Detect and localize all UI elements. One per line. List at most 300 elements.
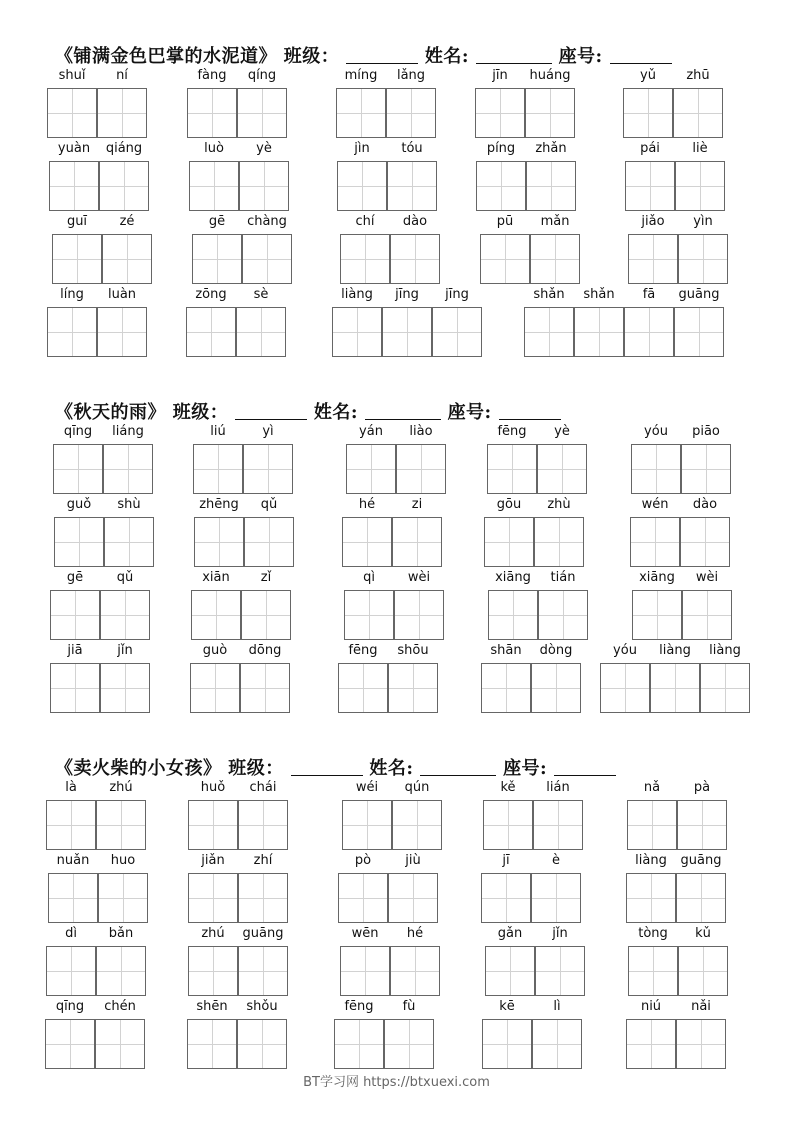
writing-box[interactable] xyxy=(242,234,292,284)
writing-box[interactable] xyxy=(46,946,96,996)
writing-box[interactable] xyxy=(194,517,244,567)
writing-box[interactable] xyxy=(332,307,382,357)
pinyin-syllable: dōng xyxy=(248,643,282,658)
pinyin-syllable: jīn xyxy=(492,68,508,83)
word-item xyxy=(338,853,438,925)
pinyin-syllable: gōu xyxy=(496,497,522,512)
class-label: 班级： xyxy=(228,758,284,779)
writing-box[interactable] xyxy=(531,873,581,923)
word-item xyxy=(600,643,750,715)
writing-box[interactable] xyxy=(677,800,727,850)
word-item xyxy=(53,424,153,496)
word-item xyxy=(480,214,580,286)
word-item xyxy=(632,570,732,642)
writing-box[interactable] xyxy=(390,946,440,996)
seat-label: 座号: xyxy=(558,46,603,67)
pinyin-syllable: niú xyxy=(640,999,662,1014)
pinyin-syllable: guāng xyxy=(680,853,722,868)
writing-box[interactable] xyxy=(538,590,588,640)
pinyin-syllable: gē xyxy=(208,214,226,229)
word-item xyxy=(487,424,587,496)
writing-box[interactable] xyxy=(682,590,732,640)
writing-box[interactable] xyxy=(338,873,388,923)
writing-box[interactable] xyxy=(96,946,146,996)
word-item xyxy=(346,424,446,496)
lesson-title: 《卖火柴的小女孩》 xyxy=(55,758,222,779)
writing-box[interactable] xyxy=(476,161,526,211)
pinyin-syllable: qīng xyxy=(55,999,85,1014)
writing-box[interactable] xyxy=(52,234,102,284)
word-item xyxy=(482,999,582,1071)
writing-box[interactable] xyxy=(100,590,150,640)
word-item xyxy=(475,68,575,140)
writing-box[interactable] xyxy=(238,873,288,923)
class-blank xyxy=(235,404,307,420)
writing-box[interactable] xyxy=(631,444,681,494)
pinyin-syllable: guāng xyxy=(242,926,284,941)
pinyin-syllable: lì xyxy=(553,999,561,1014)
writing-box[interactable] xyxy=(45,1019,95,1069)
word-item xyxy=(628,926,728,998)
word-item xyxy=(188,926,288,998)
writing-box[interactable] xyxy=(394,590,444,640)
writing-box[interactable] xyxy=(97,88,147,138)
writing-box[interactable] xyxy=(238,800,288,850)
writing-box[interactable] xyxy=(237,1019,287,1069)
pinyin-syllable: shān xyxy=(490,643,522,658)
writing-box[interactable] xyxy=(675,161,725,211)
writing-box[interactable] xyxy=(334,1019,384,1069)
pinyin-syllable: liè xyxy=(692,141,708,156)
writing-box[interactable] xyxy=(392,800,442,850)
pinyin-syllable: zhēng xyxy=(199,497,239,512)
word-item xyxy=(46,780,146,852)
word-item xyxy=(192,214,292,286)
writing-box[interactable] xyxy=(488,590,538,640)
word-item xyxy=(45,999,145,1071)
pinyin-syllable: jǐn xyxy=(552,926,568,941)
writing-box[interactable] xyxy=(48,873,98,923)
pinyin-syllable: wēn xyxy=(351,926,379,941)
pinyin-syllable: zhú xyxy=(109,780,133,795)
pinyin-syllable: píng xyxy=(486,141,516,156)
word-item xyxy=(194,497,294,569)
pinyin-syllable: nǎ xyxy=(643,780,661,795)
writing-box[interactable] xyxy=(49,161,99,211)
writing-box[interactable] xyxy=(487,444,537,494)
pinyin-syllable: zhí xyxy=(253,853,273,868)
pinyin-syllable: jiā xyxy=(67,643,83,658)
class-label: 班级： xyxy=(172,402,229,423)
pinyin-syllable: fā xyxy=(642,287,656,302)
pinyin-syllable: jī xyxy=(502,853,510,868)
pinyin-syllable: qún xyxy=(404,780,430,795)
word-item xyxy=(52,214,152,286)
pinyin-syllable: shù xyxy=(117,497,141,512)
pinyin-syllable: chí xyxy=(355,214,375,229)
word-item xyxy=(483,780,583,852)
pinyin-syllable: shǎn xyxy=(533,287,565,302)
writing-box[interactable] xyxy=(342,517,392,567)
writing-box[interactable] xyxy=(626,1019,676,1069)
pinyin-syllable: mǎn xyxy=(540,214,570,229)
writing-box[interactable] xyxy=(241,590,291,640)
pinyin-syllable: dì xyxy=(65,926,77,941)
writing-box[interactable] xyxy=(526,161,576,211)
pinyin-syllable: dào xyxy=(402,214,428,229)
name-label: 姓名: xyxy=(313,402,358,423)
pinyin-syllable: huǒ xyxy=(200,780,226,795)
writing-box[interactable] xyxy=(54,517,104,567)
writing-box[interactable] xyxy=(192,234,242,284)
writing-box[interactable] xyxy=(189,161,239,211)
writing-box[interactable] xyxy=(344,590,394,640)
pinyin-syllable: è xyxy=(552,853,560,868)
writing-box[interactable] xyxy=(240,663,290,713)
writing-box[interactable] xyxy=(104,517,154,567)
pinyin-syllable: qiáng xyxy=(105,141,143,156)
pinyin-syllable: huáng xyxy=(529,68,571,83)
writing-box[interactable] xyxy=(483,800,533,850)
writing-box[interactable] xyxy=(98,873,148,923)
pinyin-syllable: pū xyxy=(496,214,514,229)
writing-box[interactable] xyxy=(432,307,482,357)
word-item xyxy=(48,853,148,925)
pinyin-syllable: pái xyxy=(640,141,660,156)
writing-box[interactable] xyxy=(382,307,432,357)
writing-box[interactable] xyxy=(681,444,731,494)
word-item xyxy=(342,780,442,852)
word-item xyxy=(340,926,440,998)
name-blank xyxy=(476,48,552,64)
pinyin-syllable: sè xyxy=(253,287,269,302)
name-label: 姓名: xyxy=(369,758,414,779)
writing-box[interactable] xyxy=(532,1019,582,1069)
writing-box[interactable] xyxy=(624,307,674,357)
word-item xyxy=(47,68,147,140)
pinyin-syllable: gǎn xyxy=(497,926,523,941)
writing-box[interactable] xyxy=(700,663,750,713)
writing-box[interactable] xyxy=(537,444,587,494)
writing-box[interactable] xyxy=(188,873,238,923)
pinyin-syllable: jiǎn xyxy=(201,853,225,868)
pinyin-syllable: yǔ xyxy=(640,68,656,83)
writing-box[interactable] xyxy=(187,88,237,138)
word-item xyxy=(338,643,438,715)
writing-box[interactable] xyxy=(480,234,530,284)
writing-box[interactable] xyxy=(534,517,584,567)
section-3-title xyxy=(55,754,616,780)
writing-box[interactable] xyxy=(628,234,678,284)
writing-box[interactable] xyxy=(340,946,390,996)
word-item xyxy=(623,68,723,140)
writing-box[interactable] xyxy=(187,1019,237,1069)
pinyin-syllable: gē xyxy=(66,570,84,585)
writing-box[interactable] xyxy=(46,800,96,850)
writing-box[interactable] xyxy=(188,800,238,850)
name-label: 姓名: xyxy=(424,46,469,67)
pinyin-syllable: xiāng xyxy=(495,570,531,585)
pinyin-syllable: míng xyxy=(344,68,378,83)
pinyin-syllable: guāng xyxy=(678,287,720,302)
writing-box[interactable] xyxy=(99,161,149,211)
pinyin-syllable: yóu xyxy=(613,643,637,658)
pinyin-syllable: shǒu xyxy=(246,999,278,1014)
pinyin-syllable: liàng xyxy=(635,853,667,868)
writing-box[interactable] xyxy=(628,946,678,996)
writing-box[interactable] xyxy=(388,873,438,923)
footer-watermark: BT学习网 https://btxuexi.com xyxy=(303,1075,490,1090)
writing-box[interactable] xyxy=(678,234,728,284)
word-item xyxy=(336,68,436,140)
writing-box[interactable] xyxy=(188,946,238,996)
writing-box[interactable] xyxy=(650,663,700,713)
word-item xyxy=(187,68,287,140)
pinyin-syllable: wèi xyxy=(407,570,431,585)
pinyin-syllable: fù xyxy=(402,999,416,1014)
pinyin-syllable: fàng xyxy=(197,68,227,83)
writing-box[interactable] xyxy=(190,663,240,713)
pinyin-syllable: zǐ xyxy=(260,570,272,585)
word-item xyxy=(481,853,581,925)
word-item xyxy=(189,141,289,213)
writing-box[interactable] xyxy=(338,663,388,713)
writing-box[interactable] xyxy=(96,800,146,850)
writing-box[interactable] xyxy=(193,444,243,494)
writing-box[interactable] xyxy=(186,307,236,357)
writing-box[interactable] xyxy=(386,88,436,138)
pinyin-syllable: yìn xyxy=(693,214,713,229)
word-item xyxy=(631,424,731,496)
writing-box[interactable] xyxy=(53,444,103,494)
word-item xyxy=(187,999,287,1071)
writing-box[interactable] xyxy=(191,590,241,640)
pinyin-syllable: liàng xyxy=(659,643,691,658)
pinyin-syllable: pà xyxy=(693,780,711,795)
writing-box[interactable] xyxy=(485,946,535,996)
pinyin-syllable: zi xyxy=(411,497,423,512)
pinyin-syllable: zōng xyxy=(195,287,227,302)
word-item xyxy=(50,570,150,642)
writing-box[interactable] xyxy=(630,517,680,567)
pinyin-syllable: shuǐ xyxy=(58,68,86,83)
pinyin-syllable: lǎng xyxy=(396,68,426,83)
pinyin-syllable: piāo xyxy=(692,424,720,439)
writing-box[interactable] xyxy=(530,234,580,284)
word-item xyxy=(484,497,584,569)
pinyin-syllable: wèi xyxy=(695,570,719,585)
writing-box[interactable] xyxy=(336,88,386,138)
pinyin-syllable: ní xyxy=(116,68,128,83)
writing-box[interactable] xyxy=(574,307,624,357)
pinyin-syllable: shōu xyxy=(397,643,429,658)
pinyin-syllable: zhú xyxy=(201,926,225,941)
writing-box[interactable] xyxy=(387,161,437,211)
writing-box[interactable] xyxy=(678,946,728,996)
writing-box[interactable] xyxy=(632,590,682,640)
word-item xyxy=(193,424,293,496)
word-item xyxy=(625,141,725,213)
pinyin-syllable: zé xyxy=(119,214,135,229)
word-item xyxy=(481,643,581,715)
writing-box[interactable] xyxy=(676,873,726,923)
writing-box[interactable] xyxy=(239,161,289,211)
word-item xyxy=(186,287,286,359)
pinyin-syllable: xiāng xyxy=(639,570,675,585)
pinyin-syllable: qīng xyxy=(63,424,93,439)
pinyin-syllable: dòng xyxy=(539,643,573,658)
pinyin-syllable: guī xyxy=(66,214,88,229)
writing-box[interactable] xyxy=(674,307,724,357)
pinyin-syllable: liào xyxy=(409,424,433,439)
pinyin-syllable: líng xyxy=(60,287,84,302)
seat-label: 座号: xyxy=(503,758,548,779)
word-item xyxy=(334,999,434,1071)
word-item xyxy=(488,570,588,642)
pinyin-syllable: jǐn xyxy=(117,643,133,658)
pinyin-syllable: tián xyxy=(550,570,576,585)
pinyin-syllable: qǔ xyxy=(116,570,134,585)
word-item xyxy=(46,926,146,998)
pinyin-syllable: xiān xyxy=(202,570,230,585)
writing-box[interactable] xyxy=(95,1019,145,1069)
pinyin-syllable: yuàn xyxy=(57,141,91,156)
writing-box[interactable] xyxy=(100,663,150,713)
writing-box[interactable] xyxy=(238,946,288,996)
writing-box[interactable] xyxy=(525,88,575,138)
pinyin-syllable: qì xyxy=(363,570,375,585)
writing-box[interactable] xyxy=(97,307,147,357)
pinyin-syllable: liàng xyxy=(341,287,373,302)
pinyin-syllable: guò xyxy=(202,643,228,658)
pinyin-syllable: luàn xyxy=(107,287,137,302)
writing-box[interactable] xyxy=(482,1019,532,1069)
writing-box[interactable] xyxy=(50,590,100,640)
pinyin-syllable: lián xyxy=(546,780,570,795)
word-item xyxy=(627,780,727,852)
pinyin-syllable: pò xyxy=(354,853,372,868)
seat-label: 座号: xyxy=(447,402,492,423)
pinyin-syllable: hé xyxy=(358,497,376,512)
writing-box[interactable] xyxy=(388,663,438,713)
section-2-title xyxy=(55,398,561,424)
writing-box[interactable] xyxy=(396,444,446,494)
class-label: 班级： xyxy=(283,46,340,67)
pinyin-syllable: kě xyxy=(500,780,516,795)
writing-box[interactable] xyxy=(390,234,440,284)
writing-box[interactable] xyxy=(626,873,676,923)
word-item xyxy=(50,643,150,715)
word-item xyxy=(191,570,291,642)
name-blank xyxy=(420,760,496,776)
writing-box[interactable] xyxy=(531,663,581,713)
pinyin-syllable: bǎn xyxy=(108,926,134,941)
word-item xyxy=(630,497,730,569)
writing-box[interactable] xyxy=(47,307,97,357)
pinyin-syllable: jiù xyxy=(405,853,421,868)
lesson-title: 《秋天的雨》 xyxy=(55,402,166,423)
pinyin-syllable: nuǎn xyxy=(56,853,90,868)
writing-box[interactable] xyxy=(481,663,531,713)
writing-box[interactable] xyxy=(244,517,294,567)
pinyin-syllable: yì xyxy=(262,424,274,439)
writing-box[interactable] xyxy=(600,663,650,713)
word-item xyxy=(340,214,440,286)
pinyin-syllable: jīng xyxy=(395,287,419,302)
pinyin-syllable: huo xyxy=(110,853,136,868)
word-item xyxy=(485,926,585,998)
word-item xyxy=(342,497,442,569)
name-blank xyxy=(365,404,441,420)
writing-box[interactable] xyxy=(346,444,396,494)
writing-box[interactable] xyxy=(384,1019,434,1069)
writing-box[interactable] xyxy=(475,88,525,138)
pinyin-syllable: nǎi xyxy=(691,999,711,1014)
word-item xyxy=(524,287,724,359)
pinyin-syllable: liàng xyxy=(709,643,741,658)
pinyin-syllable: yán xyxy=(359,424,383,439)
word-item xyxy=(628,214,728,286)
writing-box[interactable] xyxy=(50,663,100,713)
writing-box[interactable] xyxy=(627,800,677,850)
class-blank xyxy=(291,760,363,776)
writing-box[interactable] xyxy=(524,307,574,357)
word-item xyxy=(54,497,154,569)
writing-box[interactable] xyxy=(47,88,97,138)
writing-box[interactable] xyxy=(673,88,723,138)
word-item xyxy=(188,780,288,852)
writing-box[interactable] xyxy=(103,444,153,494)
writing-box[interactable] xyxy=(392,517,442,567)
pinyin-syllable: là xyxy=(65,780,77,795)
pinyin-syllable: kē xyxy=(499,999,515,1014)
pinyin-syllable: shēn xyxy=(196,999,228,1014)
writing-box[interactable] xyxy=(676,1019,726,1069)
word-item xyxy=(344,570,444,642)
pinyin-syllable: fēng xyxy=(348,643,378,658)
pinyin-syllable: fēng xyxy=(344,999,374,1014)
writing-box[interactable] xyxy=(625,161,675,211)
writing-box[interactable] xyxy=(484,517,534,567)
writing-box[interactable] xyxy=(243,444,293,494)
pinyin-syllable: jīng xyxy=(445,287,469,302)
writing-box[interactable] xyxy=(237,88,287,138)
pinyin-syllable: yóu xyxy=(644,424,668,439)
writing-box[interactable] xyxy=(680,517,730,567)
writing-box[interactable] xyxy=(481,873,531,923)
writing-box[interactable] xyxy=(236,307,286,357)
writing-box[interactable] xyxy=(342,800,392,850)
pinyin-syllable: wén xyxy=(641,497,669,512)
word-item xyxy=(626,999,726,1071)
pinyin-syllable: zhǎn xyxy=(535,141,567,156)
pinyin-syllable: jiǎo xyxy=(641,214,665,229)
seat-blank xyxy=(554,760,616,776)
writing-box[interactable] xyxy=(535,946,585,996)
pinyin-syllable: liú xyxy=(210,424,226,439)
pinyin-syllable: chàng xyxy=(247,214,287,229)
writing-box[interactable] xyxy=(340,234,390,284)
writing-box[interactable] xyxy=(102,234,152,284)
writing-box[interactable] xyxy=(533,800,583,850)
pinyin-syllable: tòng xyxy=(638,926,668,941)
word-item xyxy=(49,141,149,213)
writing-box[interactable] xyxy=(623,88,673,138)
lesson-title: 《铺满金色巴掌的水泥道》 xyxy=(55,46,277,67)
writing-box[interactable] xyxy=(337,161,387,211)
pinyin-syllable: guǒ xyxy=(66,497,92,512)
pinyin-syllable: kǔ xyxy=(695,926,711,941)
